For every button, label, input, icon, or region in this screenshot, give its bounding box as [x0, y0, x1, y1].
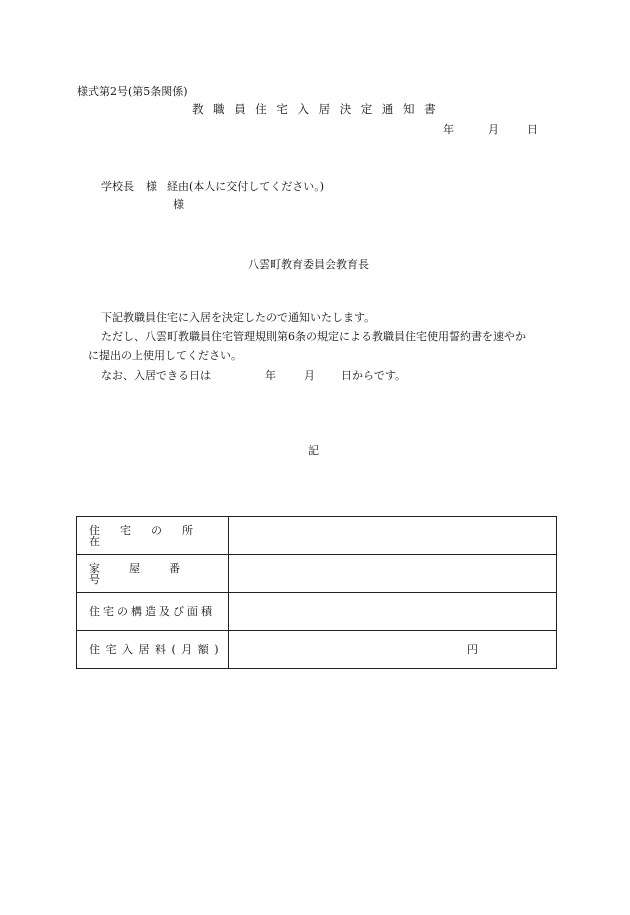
principal-label: 学校長 — [101, 180, 134, 193]
body-line-2: ただし、八雲町教職員住宅管理規則第6条の規定による教職員住宅使用誓約書を速やか — [101, 330, 526, 343]
ki-heading: 記 — [308, 444, 319, 457]
issuer-name: 八雲町教育委員会教育長 — [248, 258, 369, 271]
move-in-suffix: 日からです。 — [341, 369, 407, 382]
form-number: 様式第2号(第5条関係) — [77, 85, 188, 98]
table-row — [77, 593, 557, 631]
table-row — [77, 555, 557, 593]
body-line-4 — [101, 370, 406, 381]
date-year-label: 年 — [443, 123, 454, 136]
table-row — [77, 631, 557, 669]
body-line-3: に提出の上使用してください。 — [88, 349, 242, 362]
via-note: 経由(本人に交付してください。) — [167, 180, 325, 193]
label-cell — [77, 593, 229, 631]
principal-honorific: 様 — [146, 180, 157, 193]
document-title: 教職員住宅入居決定通知書 — [192, 102, 446, 116]
row-label-house-number: 家屋番号 — [89, 561, 209, 586]
label-cell — [77, 631, 229, 669]
addressee-recipient-honorific: 様 — [173, 198, 184, 211]
yen-unit: 円 — [467, 643, 478, 656]
detail-table — [76, 516, 557, 669]
value-cell-house-number[interactable] — [229, 555, 557, 593]
row-label-structure-area: 住宅の構造及び面積 — [89, 605, 215, 618]
move-in-year-label: 年 — [265, 369, 276, 382]
row-label-location: 住宅の所在 — [89, 523, 213, 548]
body-line-1: 下記教職員住宅に入居を決定したので通知いたします。 — [101, 311, 376, 324]
table-row — [77, 517, 557, 555]
value-cell-location[interactable] — [229, 517, 557, 555]
label-cell — [77, 517, 229, 555]
label-cell — [77, 555, 229, 593]
date-month-label: 月 — [488, 123, 499, 136]
value-cell-monthly-fee[interactable] — [229, 631, 557, 669]
date-line — [443, 124, 538, 135]
value-cell-structure-area[interactable] — [229, 593, 557, 631]
move-in-month-label: 月 — [304, 369, 315, 382]
row-label-monthly-fee: 住宅入居料(月額) — [89, 643, 225, 656]
move-in-prefix: なお、入居できる日は — [101, 369, 211, 382]
date-day-label: 日 — [527, 123, 538, 136]
addressee-principal-line — [101, 181, 324, 192]
